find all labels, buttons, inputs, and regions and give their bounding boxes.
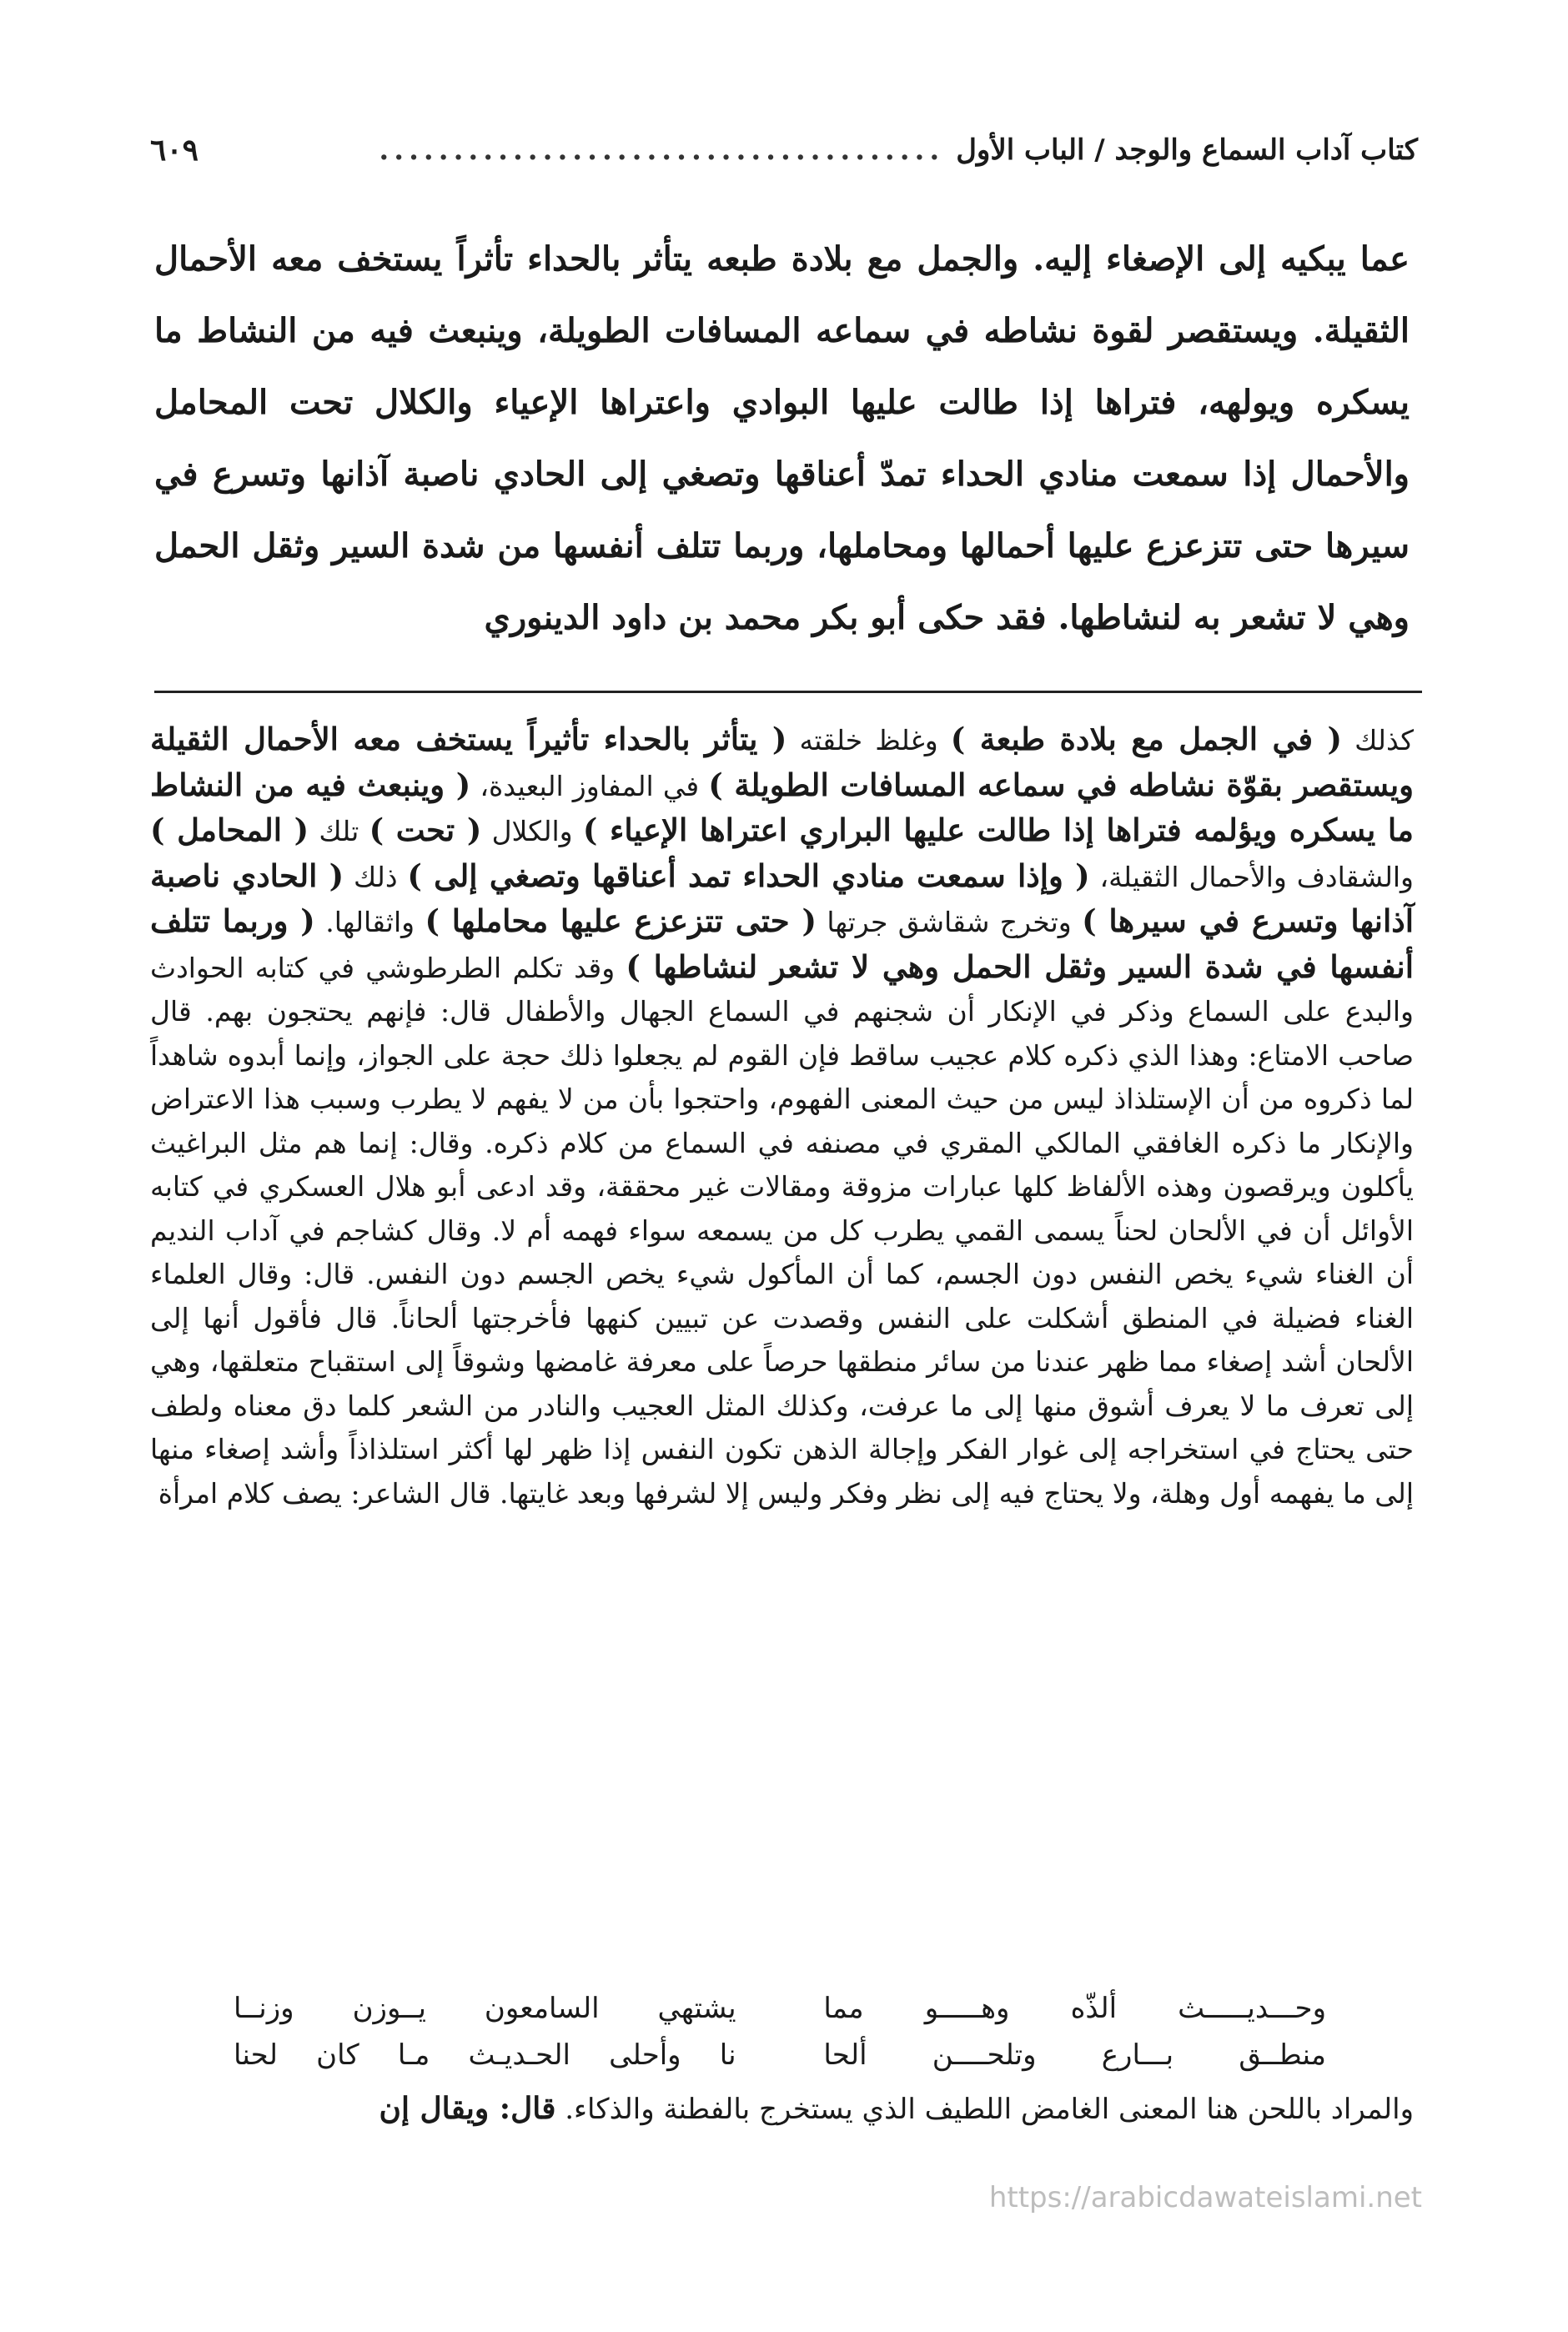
closing-quote-start: قال: ويقال إن <box>379 2091 556 2126</box>
poem-verse <box>234 2032 1326 2078</box>
commentary-text: ذلك <box>344 860 408 893</box>
quoted-text: ( يتأثر بالحداء تأثيراً يستخف معه الأحمال الثقيلة ويستقصر بقوّة نشاطه في سماعه المسافات الطويلة ) <box>150 721 1414 803</box>
commentary-text: وتخرج شقاشق جرتها <box>816 906 1083 938</box>
poem-first-hemistich: منطــق بـــارع وتلحــــن ألحا <box>823 2038 1326 2072</box>
commentary-text: كذلك <box>1342 724 1415 756</box>
book-chapter-title: كتاب آداب السماع والوجد / الباب الأول <box>956 133 1418 167</box>
commentary-block <box>150 717 1414 1515</box>
main-paragraph: عما يبكيه إلى الإصغاء إليه. والجمل مع بلادة طبعه يتأثر بالحداء تأثراً يستخف معه الأحمال الثقيلة. ويستقصر لقوة نشاطه في سماعه المسافات الطويلة، وينبعث فيه من النشاط ما يسكره ويولهه، فتراها إذا طالت عليها البوادي واعتراها الإعياء والكلال تحت المحامل والأحمال إذا سمعت منادي الحداء تمدّ أعناقها وتصغي إلى الحادي ناصبة آذانها وتسرع في سيرها حتى تتزعزع عليها أحمالها ومحاملها، وربما تتلف أنفسها من شدة السير وثقل الحمل وهي لا تشعر به لنشاطها. فقد حكى أبو بكر محمد بن داود الدينوري <box>154 239 1410 637</box>
quoted-text: ( تحت ) <box>369 812 482 848</box>
commentary-paragraph <box>150 717 1414 1515</box>
commentary-text: وقد تكلم الطرطوشي في كتابه الحوادث والبدع على السماع وذكر في الإنكار أن شجنهم في السماع الجهال والأطفال قال: فإنهم يحتجون بهم. قال صاحب الامتاع: وهذا الذي ذكره كلام عجيب ساقط فإن القوم لم يجعلوا ذلك حجة على الجواز، وإنما أبدوه شاهداً لما ذكروه من أن الإستلذاذ ليس من حيث المعنى الفهوم، واحتجوا بأن من لا يفهم لا يطرب وسبب هذا الاعتراض والإنكار ما ذكره الغافقي المالكي المقري في مصنفه في السماع من كلام ذكره. وقال: إنما هم مثل البراغيث يأكلون ويرقصون وهذه الألفاظ كلها عبارات مزوقة ومقالات غير محققة، وقد ادعى أبو هلال العسكري في كتابه الأوائل أن في الألحان لحناً يسمى القمي يطرب كل من يسمعه سواء فهمه أم لا. وقال كشاجم في آداب النديم أن الغناء شيء يخص النفس دون الجسم، كما أن المأكول شيء يخص الجسم دون النفس. قال: وقال العلماء الغناء فضيلة في المنطق أشكلت على النفس وقصدت عن تبيين كنهها فأخرجتها ألحاناً. قال فأقول أنها إلى الألحان أشد إصغاء مما ظهر عندنا من سائر منطقها حرصاً على معرفة غامضها وشوقاً إلى استقباح متعلقها، وهي إلى تعرف ما لا يعرف أشوق منها إلى ما عرفت، وكذلك المثل العجيب والنادر من الشعر كلما دق معناه ولطف حتى يحتاج في استخراجه إلى غوار الفكر وإجالة الذهن تكون النفس إذا ظهر لها أكثر استلذاذاً وأشد إصغاء منها إلى ما يفهمه أول وهلة، ولا يحتاج فيه إلى نظر وفكر وليس إلا لشرفها وبعد غايتها. قال الشاعر: يصف كلام امرأة <box>150 951 1415 1510</box>
poem-verse <box>234 1985 1326 2032</box>
quoted-text: ( حتى تتزعزع عليها محاملها ) <box>425 902 817 939</box>
closing-text: والمراد باللحن هنا المعنى الغامض اللطيف الذي يستخرج بالفطنة والذكاء. <box>555 2093 1414 2126</box>
source-watermark: https://arabicdawateislami.net <box>988 2181 1422 2214</box>
commentary-text: واثقالها. <box>314 906 425 938</box>
poem-verses <box>234 1985 1326 2078</box>
leader-dots: ...................................... <box>379 133 945 167</box>
commentary-text: تلك <box>309 815 369 847</box>
page-number: ٦٠٩ <box>150 133 199 168</box>
poem-first-hemistich: وحـــديـــــث ألذّه وهـــــو مما <box>823 1992 1326 2025</box>
running-header <box>150 121 1418 179</box>
commentary-text: وغلظ خلقته <box>787 724 951 756</box>
closing-line <box>150 2085 1414 2133</box>
quoted-text: ( الحادي ناصبة آذانها وتسرع في سيرها ) <box>150 857 1414 939</box>
footnote-divider <box>154 691 1422 693</box>
main-text <box>154 224 1410 654</box>
commentary-text: والكلال <box>481 815 583 847</box>
quoted-text: ( وإذا سمعت منادي الحداء تمد أعناقها وتصغي إلى ) <box>407 857 1090 894</box>
poem-second-hemistich: يشتهي السامعون يــوزن وزنــا <box>234 1992 736 2025</box>
quoted-text: ( المحامل ) <box>150 812 309 848</box>
quoted-text: ( وينبعث فيه من النشاط ما يسكره ويؤلمه فتراها إذا طالت عليها البراري اعتراها الإعياء ) <box>150 766 1415 848</box>
commentary-text: في المفاوز البعيدة، <box>470 769 709 802</box>
quoted-text: ( في الجمل مع بلادة طبعة ) <box>950 721 1343 757</box>
poem-second-hemistich: نا وأحلى الحـديـث مـا كان لحنا <box>234 2038 736 2072</box>
commentary-text: والشقادف والأحمال الثقيلة، <box>1089 860 1414 893</box>
quoted-text: ( وربما تتلف أنفسها في شدة السير وثقل الحمل وهي لا تشعر لنشاطها ) <box>150 902 1414 985</box>
